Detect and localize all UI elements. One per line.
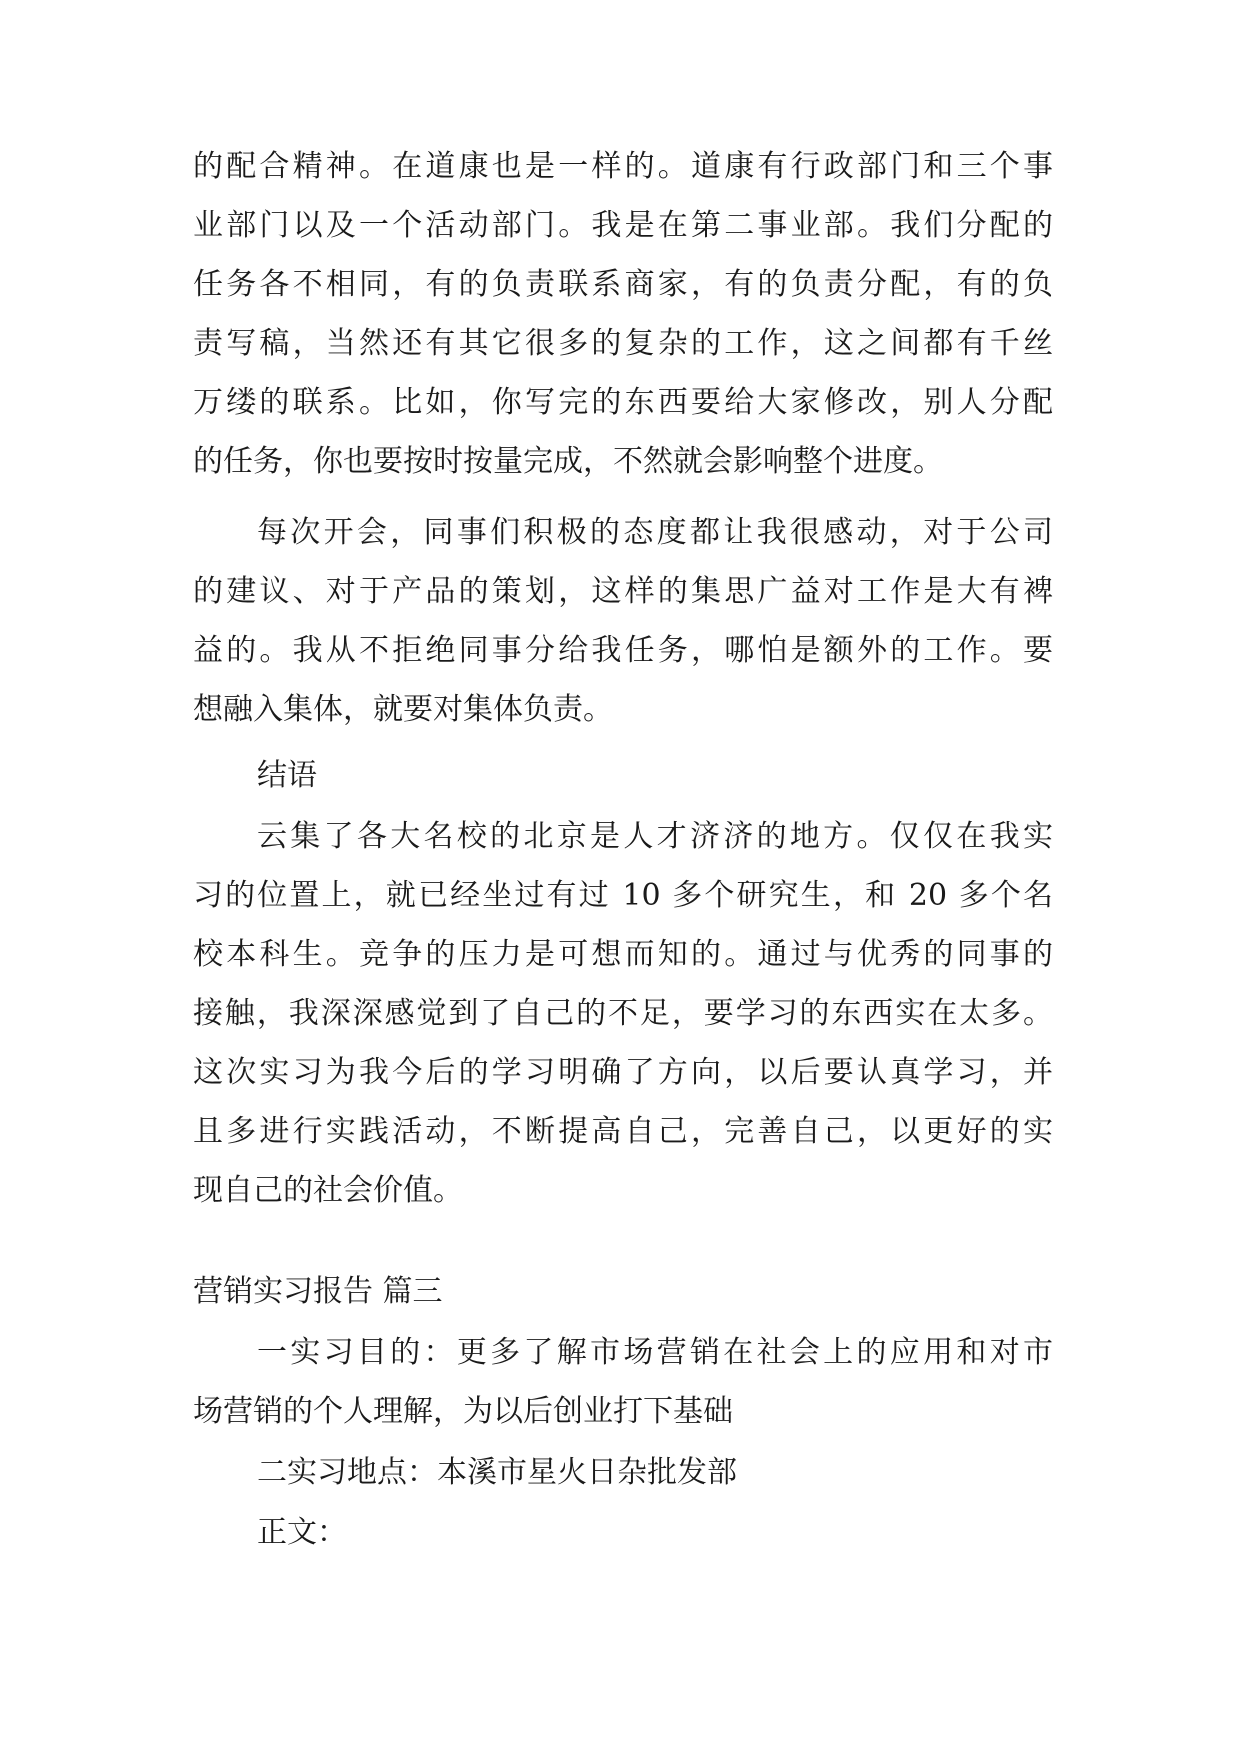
text-line: 习的位置上，就已经坐过有过 10 多个研究生，和 20 多个名 [193,878,1053,913]
text-line: 一实习目的：更多了解市场营销在社会上的应用和对市 [257,1335,1053,1370]
text-line: 且多进行实践活动，不断提高自己，完善自己，以更好的实 [193,1114,1053,1149]
location-block [193,1443,1053,1502]
paragraph-teamwork [193,137,1053,491]
text-line: 想融入集体，就要对集体负责。 [193,692,613,727]
text-line: 的建议、对于产品的策划，这样的集思广益对工作是大有裨 [193,574,1053,609]
body-label: 正文： [257,1515,347,1550]
location-line: 二实习地点：本溪市星火日杂批发部 [257,1455,737,1490]
text-line: 益的。我从不拒绝同事分给我任务，哪怕是额外的工作。要 [193,633,1053,668]
text-line: 万缕的联系。比如，你写完的东西要给大家修改，别人分配 [193,385,1053,420]
text-line: 接触，我深深感觉到了自己的不足，要学习的东西实在太多。 [193,996,1053,1031]
text-line: 每次开会，同事们积极的态度都让我很感动，对于公司 [257,515,1053,550]
text-line: 任务各不相同，有的负责联系商家，有的负责分配，有的负 [193,267,1053,302]
text-line: 的任务，你也要按时按量完成，不然就会影响整个进度。 [193,444,943,479]
text-line: 场营销的个人理解，为以后创业打下基础 [193,1394,733,1429]
text-line: 云集了各大名校的北京是人才济济的地方。仅仅在我实 [257,819,1053,854]
text-line: 业部门以及一个活动部门。我是在第二事业部。我们分配的 [193,208,1053,243]
text-line: 这次实习为我今后的学习明确了方向，以后要认真学习，并 [193,1055,1053,1090]
paragraph-meetings [193,503,1053,739]
text-line: 的配合精神。在道康也是一样的。道康有行政部门和三个事 [193,149,1053,184]
body-label-block [193,1503,1053,1562]
paragraph-purpose [193,1323,1053,1441]
text-line: 校本科生。竞争的压力是可想而知的。通过与优秀的同事的 [193,937,1053,972]
conclusion-heading: 结语 [257,758,317,793]
paragraph-conclusion [193,807,1053,1220]
text-line: 责写稿，当然还有其它很多的复杂的工作，这之间都有千丝 [193,326,1053,361]
text-line: 现自己的社会价值。 [193,1173,463,1208]
conclusion-heading-block [193,746,1053,805]
section-title: 营销实习报告 篇三 [193,1274,443,1309]
